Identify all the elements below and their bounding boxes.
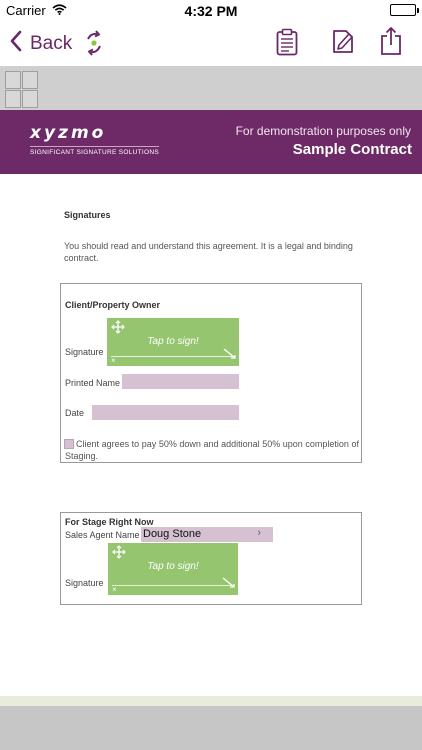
page-footer-strip — [0, 696, 422, 706]
clock: 4:32 PM — [184, 3, 238, 19]
date-input[interactable] — [92, 405, 239, 420]
edit-document-icon[interactable] — [332, 28, 356, 59]
share-icon[interactable] — [380, 26, 402, 61]
chevron-right-icon: › — [257, 527, 261, 539]
logo-tagline: SIGNIFICANT SIGNATURE SOLUTIONS — [30, 146, 159, 156]
printed-name-input[interactable] — [122, 374, 239, 389]
signature-line — [111, 356, 235, 357]
battery-icon — [390, 4, 416, 16]
date-label: Date — [65, 408, 85, 418]
chevron-left-icon — [10, 30, 22, 58]
tap-to-sign-label: Tap to sign! — [147, 561, 199, 572]
signature-line — [112, 585, 234, 586]
navigation-bar — [0, 20, 422, 66]
stage-section-title: For Stage Right Now — [65, 517, 154, 527]
sync-icon[interactable] — [83, 30, 105, 61]
tap-to-sign-label: Tap to sign! — [147, 336, 199, 347]
signature-x-mark: × — [112, 585, 117, 594]
resize-icon — [222, 576, 236, 594]
sales-agent-select[interactable] — [141, 527, 273, 542]
demo-notice: For demonstration purposes only — [235, 124, 411, 138]
thumbnail-grid-icon[interactable] — [5, 71, 39, 109]
stage-signature-label: Signature — [65, 578, 104, 588]
status-bar — [0, 0, 422, 20]
page-toolbar — [0, 66, 422, 110]
sales-agent-label: Sales Agent Name — [65, 530, 140, 540]
back-button[interactable] — [10, 30, 72, 58]
resize-icon — [223, 347, 237, 365]
stage-section — [60, 512, 362, 605]
clipboard-list-icon[interactable] — [276, 28, 298, 61]
intro-text: You should read and understand this agreement. It is a legal and binding contract. — [64, 241, 353, 263]
logo-word: xyzmo — [30, 123, 107, 143]
signature-x-mark: × — [111, 356, 116, 365]
owner-section — [60, 283, 362, 463]
agreement-text: Client agrees to pay 50% down and additional 50% upon completion of Staging. — [65, 439, 359, 461]
owner-signature-label: Signature — [65, 347, 104, 357]
printed-name-label: Printed Name — [65, 378, 121, 388]
xyzmo-logo — [30, 123, 159, 156]
stage-signature-field[interactable] — [108, 543, 238, 595]
owner-section-title: Client/Property Owner — [65, 300, 161, 310]
bottom-toolbar — [0, 706, 422, 750]
back-label: Back — [30, 33, 73, 54]
document-title: Sample Contract — [292, 141, 412, 158]
document-banner — [0, 110, 422, 174]
sales-agent-value: Doug Stone — [143, 528, 202, 540]
signatures-heading: Signatures — [64, 210, 111, 220]
carrier-label: Carrier — [6, 3, 46, 18]
owner-signature-field[interactable] — [107, 318, 239, 366]
